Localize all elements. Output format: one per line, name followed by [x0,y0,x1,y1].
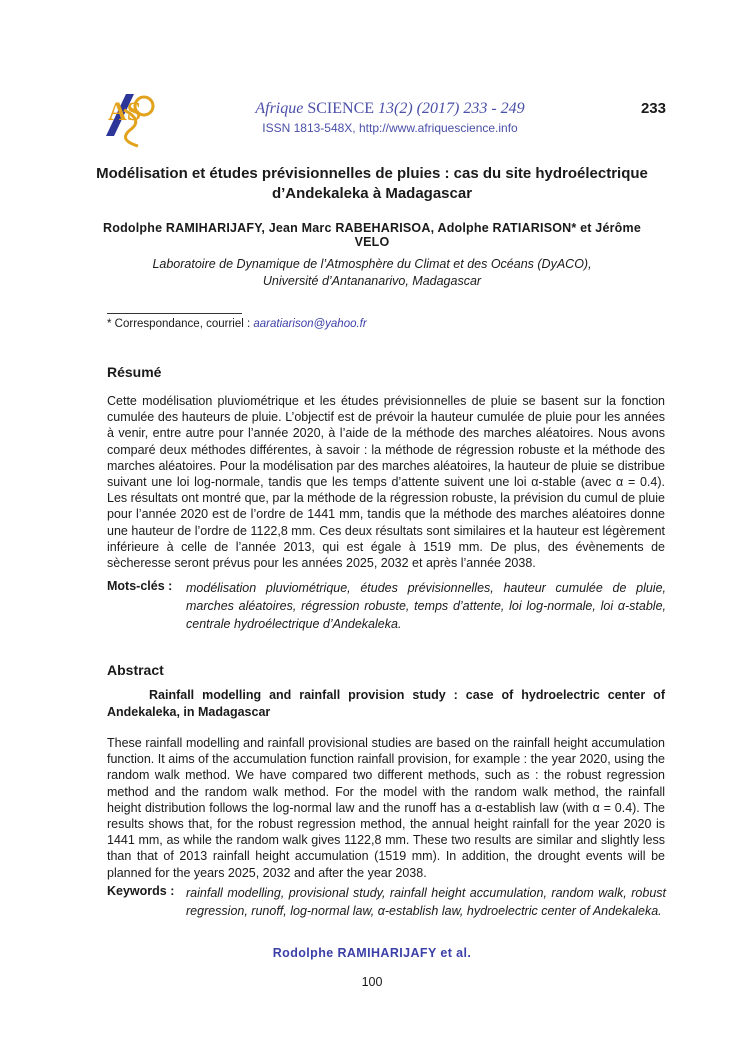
footnote-divider [107,313,242,314]
abstract-title-text: Rainfall modelling and rainfall provision study : case of hydroelectric center of Andekaleka, in Madagascar [107,688,665,719]
keywords-fr-text: modélisation pluviométrique, études prévisionnelles, hauteur cumulée de pluie, marches aléatoires, régression robuste, temps d’attente, loi log-normale, loi α-stable, centrale hydroélectrique d’Andekaleka. [186,581,666,631]
journal-issue: 13(2) (2017) 233 - 249 [378,100,525,117]
journal-title [200,100,580,118]
logo-text: AS [108,97,142,126]
correspondence-label: * Correspondance, courriel : [107,318,251,330]
issn-line[interactable]: ISSN 1813-548X, http://www.afriquescience.info [262,121,518,135]
keywords-en-label: Keywords : [107,884,175,898]
resume-text: Cette modélisation pluviométrique et les études prévisionnelles de pluie se basent sur la fonction cumulée des hauteurs de pluie. L’objectif est de prévoir la hauteur cumulée de pluie pour les années à venir, entre autre pour l’année 2020, à l’aide de la méthode des marches aléatoires. Nous avons comparé deux méthodes différentes, à savoir : la méthode de régression robuste et la méthode des marches aléatoires. Pour la modélisation par des marches aléatoires, la hauteur de pluie se distribue suivant une loi log-normale, tandis que les temps d’attente suivent une loi α-stable (avec α = 0.4). Les résultats ont montré que, par la méthode de la régression robuste, la prévision du cumul de pluie pour l’année 2020 est de l’ordre de 1441 mm, tandis que la méthode des marches aléatoires donne une hauteur de l’ordre de 1122,8 mm. Ces deux résultats sont similaires et la hauteur est légèrement inférieure à celle de l’année 2013, qui est égale à 1519 mm. De plus, des évènements de sècheresse seront prévus pour les années 2025, 2032 et après l’année 2038. [107,394,665,571]
footer-page-number: 100 [361,975,383,989]
header-page-number: 233 [640,100,666,117]
keywords-en-text: rainfall modelling, provisional study, rainfall height accumulation, random walk, robust regression, runoff, log-normal law, α-establish law, hydroelectric center of Andekaleka. [186,886,666,918]
affiliation [90,256,654,290]
author-list: Rodolphe RAMIHARIJAFY, Jean Marc RABEHARISOA, Adolphe RATIARISON* et Jérôme VELO [103,221,641,249]
journal-name-rest: SCIENCE [307,100,375,117]
abstract-heading: Abstract [107,662,164,678]
abstract-title [107,687,665,721]
correspondence-email-link[interactable]: aaratiarison@yahoo.fr [253,318,367,330]
article-title: Modélisation et études prévisionnelles de pluies : cas du site hydroélectrique d’Andekaleka à Madagascar [96,165,648,202]
journal-name-italic: Afrique [255,100,304,117]
resume-heading: Résumé [107,364,162,380]
abstract-text: These rainfall modelling and rainfall provisional studies are based on the rainfall height accumulation function. It aims of the accumulation function rainfall provision, for example : the year 2020, using the random walk method. We have compared two different methods, such as : the robust regression method and the random walk method. For the model with the random walk method, the rainfall height distribution follows the log-normal law and the runoff has a α-establish law (with α = 0.4). The results shows that, for the robust regression method, the annual height rainfall for the year 2020 is 1441 mm, as while the random walk gives 1122,8 mm. These two results are similar and slightly less than that of 2013 rainfall height accumulation (1519 mm). In addition, the drought events will be planned for the years 2025, 2032 and after the year 2038. [107,736,665,880]
affiliation-line-2: Université d’Antananarivo, Madagascar [262,274,482,288]
footer-author: Rodolphe RAMIHARIJAFY et al. [272,946,472,960]
affiliation-line-1: Laboratoire de Dynamique de l’Atmosphère du Climat et des Océans (DyACO), [152,257,592,271]
correspondence-note [107,318,367,330]
journal-logo [100,90,158,148]
keywords-fr-label: Mots-clés : [107,579,173,593]
